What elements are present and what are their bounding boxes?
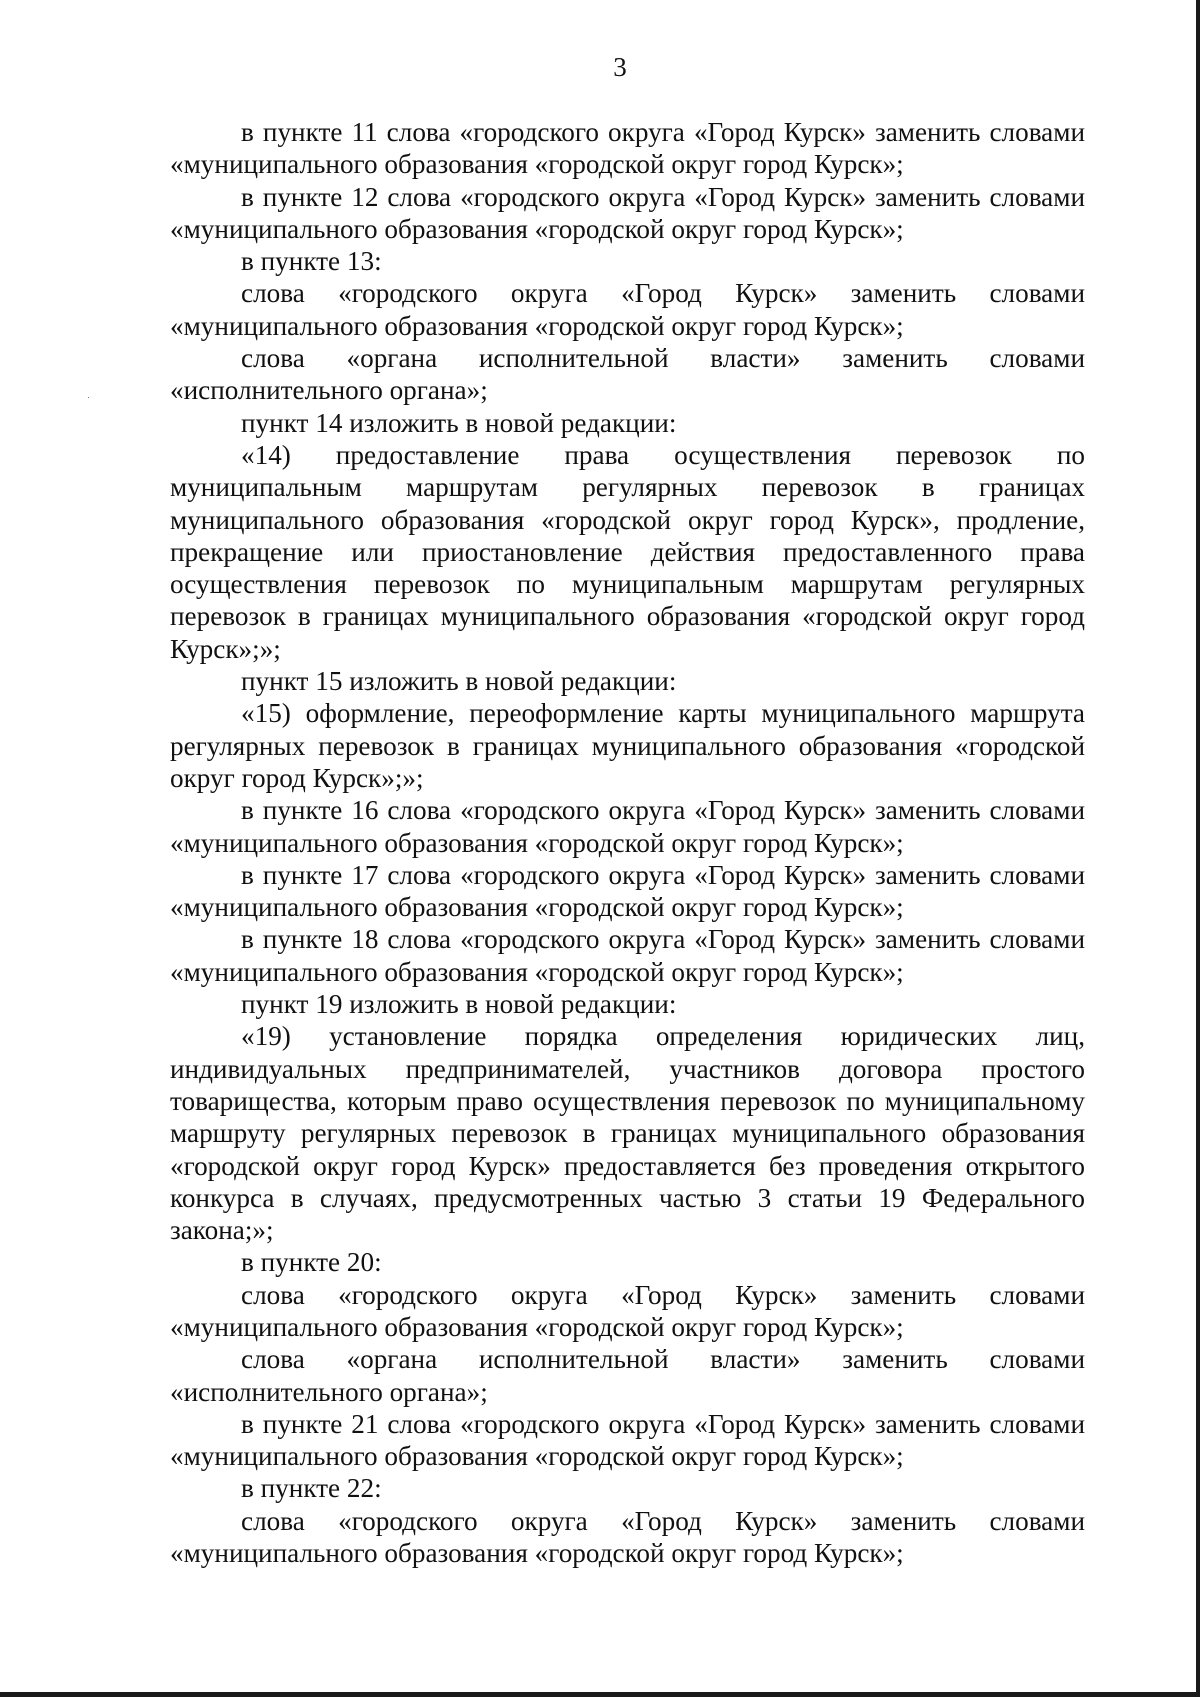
paragraph: слова «городского округа «Город Курск» заменить словами «муниципального образования «городской округ город Курск»; xyxy=(170,278,1085,341)
paragraph: слова «городского округа «Город Курск» заменить словами «муниципального образования «городской округ город Курск»; xyxy=(170,1505,1085,1569)
paragraph: «19) установление порядка определения юридических лиц, индивидуальных предпринимателей, участников договора простого товарищества, которым право осуществления перевозок по муниципальному маршруту регулярных перевозок в границах муниципального образования «городской округ город Курск» предоставляется без проведения открытого конкурса в случаях, предусмотренных частью 3 статьи 19 Федерального закона;»; xyxy=(170,1021,1085,1246)
paragraph: «15) оформление, переоформление карты муниципального маршрута регулярных перевозок в границах муниципального образования «городской округ город Курск»;»; xyxy=(170,698,1085,793)
paragraph: слова «городского округа «Город Курск» заменить словами «муниципального образования «городской округ город Курск»; xyxy=(170,1279,1085,1342)
paragraph: пункт 19 изложить в новой редакции: xyxy=(241,989,677,1020)
paragraph: «14) предоставление права осуществления перевозок по муниципальным маршрутам регулярных перевозок в границах муниципального образования «городской округ город Курск», продление, прекращение или приостановление действия предоставленного права осуществления перевозок по муниципальным маршрутам регулярных перевозок в границах муниципального образования «городской округ город Курск»;»; xyxy=(170,439,1085,664)
paragraph: в пункте 13: xyxy=(241,246,382,277)
paragraph: в пункте 12 слова «городского округа «Город Курск» заменить словами «муниципального образования «городской округ город Курск»; xyxy=(170,181,1085,244)
scan-edge-right xyxy=(1196,0,1200,1697)
paragraph: в пункте 18 слова «городского округа «Город Курск» заменить словами «муниципального образования «городской округ город Курск»; xyxy=(170,924,1085,987)
document-body xyxy=(170,116,1085,1569)
paragraph: пункт 14 изложить в новой редакции: xyxy=(241,407,677,438)
scan-speck xyxy=(88,397,89,398)
paragraph: в пункте 16 слова «городского округа «Город Курск» заменить словами «муниципального образования «городской округ город Курск»; xyxy=(170,795,1085,858)
paragraph: в пункте 21 слова «городского округа «Город Курск» заменить словами «муниципального образования «городской округ город Курск»; xyxy=(170,1408,1085,1472)
paragraph: в пункте 17 слова «городского округа «Город Курск» заменить словами «муниципального образования «городской округ город Курск»; xyxy=(170,859,1085,923)
paragraph: в пункте 22: xyxy=(241,1473,382,1504)
page-number: 3 xyxy=(613,52,627,82)
scan-edge-bottom xyxy=(0,1692,1200,1697)
paragraph: слова «органа исполнительной власти» заменить словами «исполнительного органа»; xyxy=(170,1344,1085,1407)
paragraph: пункт 15 изложить в новой редакции: xyxy=(241,666,677,697)
paragraph: слова «органа исполнительной власти» заменить словами «исполнительного органа»; xyxy=(170,343,1085,406)
paragraph: в пункте 20: xyxy=(241,1247,382,1278)
paragraph: в пункте 11 слова «городского округа «Город Курск» заменить словами «муниципального образования «городской округ город Курск»; xyxy=(170,117,1085,180)
